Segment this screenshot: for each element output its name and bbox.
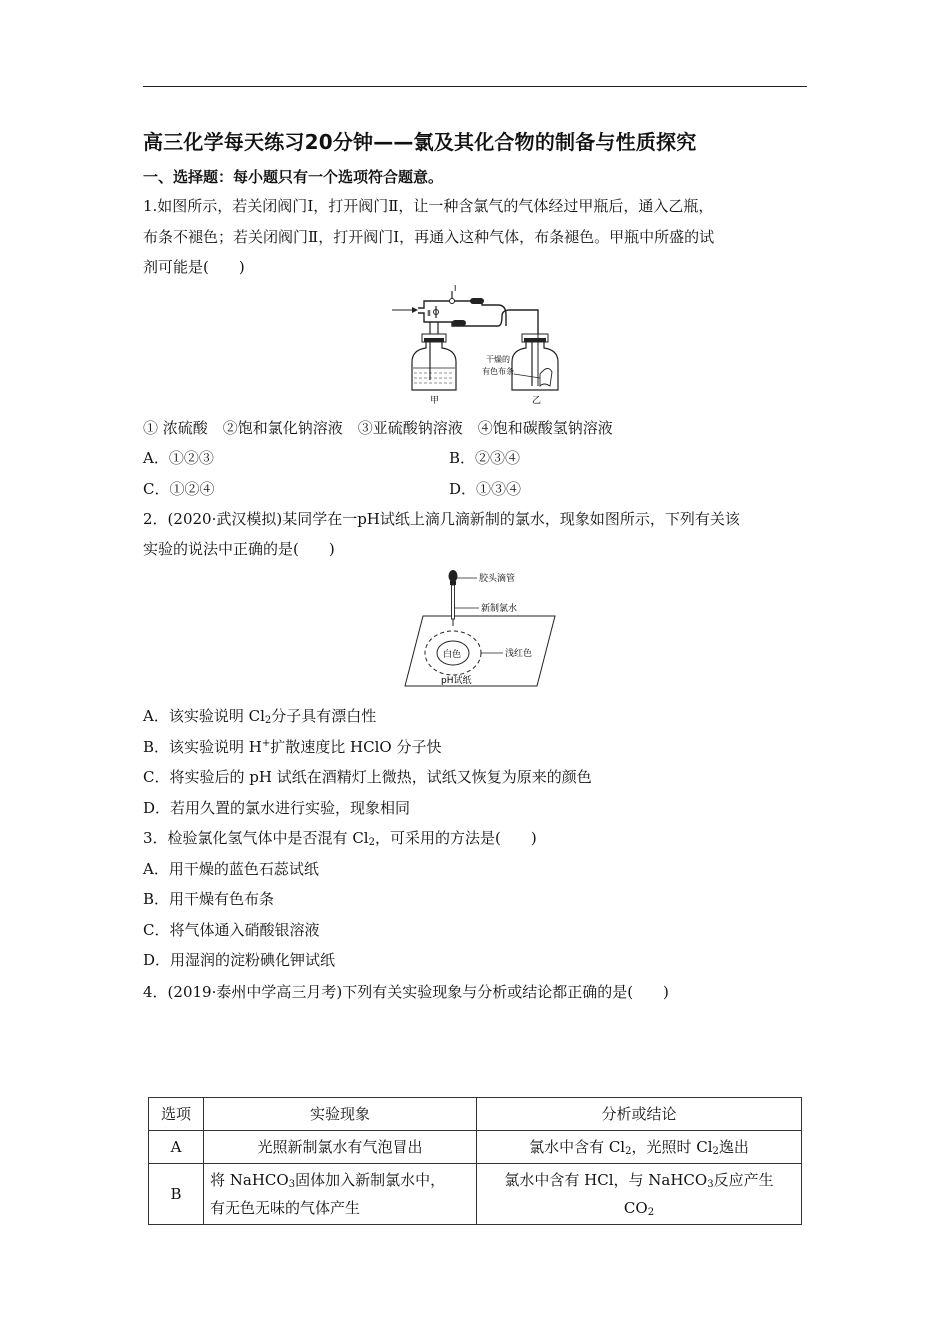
valve-2-label: Ⅱ (427, 309, 431, 318)
q1-option-d: D．①③④ (449, 480, 522, 498)
bottle-yi-label: 乙 (532, 396, 542, 406)
q2-option-a: A．该实验说明 $Cl_2$分子具有漂白性 (143, 707, 377, 726)
q2-option-c: C．将实验后的 pH 试纸在酒精灯上微热，试纸又恢复为原来的颜色 (143, 768, 592, 786)
q2-stem-line2: 实验的说法中正确的是( ) (143, 540, 335, 558)
q4-stem: 4．(2019·泰州中学高三月考)下列有关实验现象与分析或结论都正确的是( ) (143, 983, 669, 1001)
ph-paper-label: pH试纸 (441, 676, 472, 686)
q1-apparatus-figure (390, 282, 570, 410)
q2-option-d: D．若用久置的氯水进行实验，现象相同 (143, 799, 411, 817)
ph-paper (405, 616, 555, 686)
q1-stem-line3: 剂可能是( ) (143, 258, 245, 276)
q3-stem: 3．检验氯化氢气体中是否混有 $Cl_2$，可采用的方法是( ) (143, 829, 537, 848)
valve-1 (450, 299, 455, 304)
header-conclusion: 分析或结论 (477, 1098, 802, 1131)
q2-option-b: B．该实验说明 H+扩散速度比 HClO 分子快 (143, 738, 442, 756)
light-red-label: 浅红色 (505, 649, 533, 659)
valve-1-label: Ⅰ (454, 284, 457, 293)
q1-option-b: B．②③④ (449, 449, 521, 467)
header-phenomenon: 实验现象 (204, 1098, 477, 1131)
q3-option-b: B．用干燥有色布条 (143, 890, 275, 908)
header-rule (143, 86, 807, 87)
bottle-yi (512, 334, 558, 390)
bottle-jia (412, 334, 456, 390)
q1-stem-line1: 1.如图所示，若关闭阀门Ⅰ，打开阀门Ⅱ，让一种含氯气的气体经过甲瓶后，通入乙瓶， (143, 197, 714, 215)
row-a-conclusion: 氯水中含有 $Cl_2$，光照时 $Cl_2$逸出 (477, 1131, 802, 1164)
tube-connector (452, 320, 466, 326)
white-label: 白色 (443, 650, 462, 660)
dropper-label: 胶头滴管 (479, 574, 516, 584)
table-row (149, 1164, 802, 1225)
page-title: 高三化学每天练习20分钟——氯及其化合物的制备与性质探究 (143, 130, 697, 154)
tube-connector (470, 298, 484, 304)
table-row (149, 1131, 802, 1164)
bottle-jia-label: 甲 (430, 396, 440, 406)
q2-ph-paper-figure (395, 566, 565, 692)
q3-option-a: A．用干燥的蓝色石蕊试纸 (143, 860, 319, 878)
row-a-phenomenon: 光照新制氯水有气泡冒出 (204, 1131, 477, 1164)
q1-option-c: C．①②④ (143, 480, 215, 498)
section-heading: 一、选择题：每小题只有一个选项符合题意。 (143, 168, 444, 186)
cloth-label-line1: 干燥的 (486, 355, 510, 364)
row-b-option: B (149, 1164, 204, 1225)
row-b-phenomenon: 将 NaHCO$_3$固体加入新制氯水中， 有无色无味的气体产生 (204, 1164, 477, 1225)
table-header-row (149, 1098, 802, 1131)
q1-option-a: A．①②③ (143, 449, 214, 467)
q3-option-d: D．用湿润的淀粉碘化钾试纸 (143, 951, 336, 969)
q1-stem-line2: 布条不褪色；若关闭阀门Ⅱ，打开阀门Ⅰ，再通入这种气体，布条褪色。甲瓶中所盛的试 (143, 228, 715, 246)
colored-cloth-strip (540, 368, 552, 386)
header-option: 选项 (149, 1098, 204, 1131)
q3-option-c: C．将气体通入硝酸银溶液 (143, 921, 320, 939)
chlorine-water-label: 新制氯水 (481, 604, 518, 614)
q1-reagents: ① 浓硫酸 ②饱和氯化钠溶液 ③亚硫酸钠溶液 ④饱和碳酸氢钠溶液 (143, 419, 613, 437)
row-a-option: A (149, 1131, 204, 1164)
q4-table (148, 1097, 802, 1225)
arrow-head-icon (412, 307, 418, 313)
q2-stem-line1: 2．(2020·武汉模拟)某同学在一pH试纸上滴几滴新制的氯水，现象如图所示，下列有关该 (143, 510, 740, 528)
row-b-conclusion: 氯水中含有 HCl，与 NaHCO$_3$反应产生 $CO_2$ (477, 1164, 802, 1225)
cloth-label-line2: 有色布条 (482, 367, 514, 376)
